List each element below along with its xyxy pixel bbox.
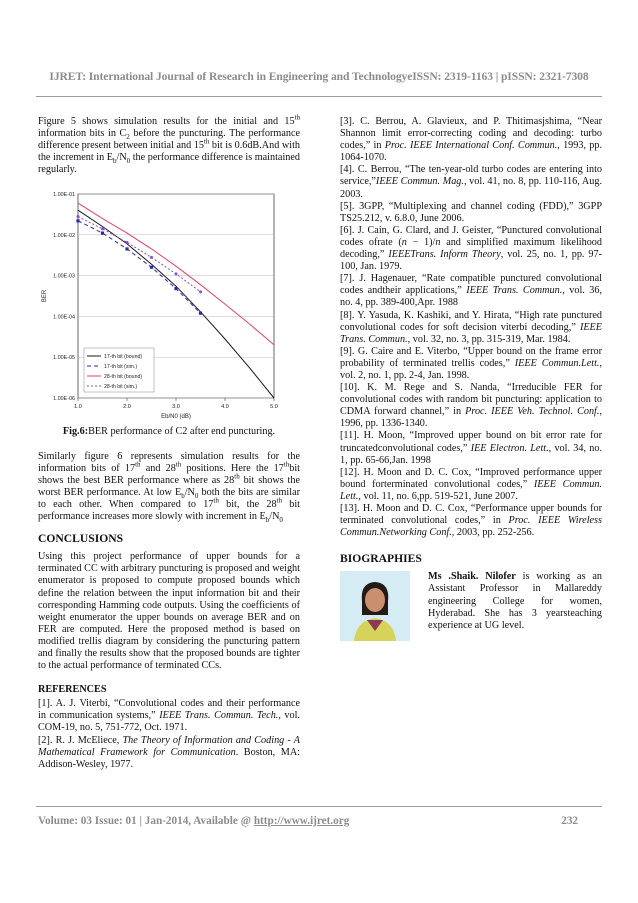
footer-text: Volume: 03 Issue: 01 | Jan-2014, Available @	[38, 815, 254, 827]
y-axis-label: BER	[42, 290, 48, 303]
y-tick-label: 1.00E-02	[53, 233, 75, 240]
footer	[38, 815, 600, 827]
x-tick-label: 1.0	[74, 404, 82, 411]
biographies-heading: BIOGRAPHIES	[340, 552, 422, 566]
legend-entry: 17-th bit (sim.)	[104, 364, 138, 371]
data-point	[77, 216, 80, 219]
x-tick-label: 3.0	[172, 404, 180, 411]
data-point	[199, 312, 202, 315]
author-photo	[340, 571, 410, 641]
reference-11: [11]. H. Moon, “Improved upper bound on bit error rate for truncatedconvolutional codes,” IEE Electron. Lett., vol. 34, no. 1, pp. 65-66,Jan. 1998	[340, 430, 602, 466]
y-tick-label: 1.00E-05	[53, 355, 75, 362]
reference-6: [6]. J. Cain, G. Clard, and J. Geister, “Punctured convolutional codes ofrate (n − 1)/n and simplified maximum likelihood decoding,” IEEETrans. Inform Theory, vol. 25, no. 1, pp. 97-100, Jan. 1979.	[340, 224, 602, 273]
figure-caption: Fig.6:BER performance of C2 after end puncturing.	[62, 426, 276, 438]
reference-1: [1]. A. J. Viterbi, “Convolutional codes and their performance in communication systems,” IEEE Trans. Commun. Tech., vol. COM-19, no. 5, 751-772, Oct. 1971.	[38, 698, 300, 734]
reference-13: [13]. H. Moon and D. C. Cox, “Performance upper bounds for terminated convolutional codes,” in Proc. IEEE Wireless Commun.Networking Conf., 2003, pp. 252-256.	[340, 503, 602, 539]
reference-8: [8]. Y. Yasuda, K. Kashiki, and Y. Hirata, “High rate punctured convolutional codes for soft decision viterbi decoding,” IEEE Trans. Commun., vol. 32, no. 3, pp. 315-319, Mar. 1984.	[340, 309, 602, 345]
y-tick-label: 1.00E-04	[53, 314, 75, 321]
reference-2: [2]. R. J. McEliece, The Theory of Information and Coding - A Mathematical Framework for Communication. Boston, MA: Addison-Wesley, 1977.	[38, 734, 301, 770]
reference-10: [10]. K. M. Rege and S. Nanda, “Irreducible FER for convolutional codes with random bit puncturing: application to CDMA forward channel,” in Proc. IEEE Veh. Technol. Conf., 1996, pp. 1336-1340.	[340, 382, 602, 430]
data-point	[174, 287, 177, 290]
left-column	[38, 113, 301, 771]
reference-12: [12]. H. Moon and D. C. Cox, “Improved performance upper bound forterminated convolutional codes,” IEEE Commun. Lett., vol. 11, no. 6,pp. 519-521, June 2007.	[340, 466, 602, 502]
x-axis-label: Eb/N0 (dB)	[161, 414, 191, 421]
legend-entry: 28-th bit (bound)	[104, 374, 143, 381]
data-point	[126, 241, 129, 244]
data-point	[150, 256, 153, 259]
right-column	[340, 116, 602, 632]
data-point	[199, 291, 202, 294]
journal-link[interactable]: http://www.ijret.org	[253, 815, 350, 827]
biography-text: Ms .Shaik. Nilofer is working as an Assistant Professor in Mallareddy engineering College for women, Hyderabad. She has 3 yearsteaching experience at UG level.	[428, 571, 602, 631]
header-rule	[36, 96, 602, 97]
reference-9: [9]. G. Caire and E. Viterbo, “Upper bound on the frame error probability of terminated trellis codes,” IEEE Commun.Lett., vol. 2, no. 1, pp. 2-4, Jan. 1998.	[340, 345, 602, 381]
similarly-paragraph: Similarly figure 6 represents simulation results for the information bits of 17th and 28th positions. Here the 17thbit shows the best BER performance where as 28th bit shows the worst BER performance. At low $E_b/N_0$ both the bits are similar to each other. When compared to 17th bit, the 28th bit performance increases more slowly with increment in $E_b/N_0$	[38, 450, 301, 525]
ber-chart	[38, 184, 300, 420]
data-point	[125, 248, 128, 251]
conclusions-heading: CONCLUSIONS	[38, 532, 124, 546]
reference-5: [5]. 3GPP, “Multiplexing and channel coding (FDD),” 3GPP TS25.212, v. 6.8.0, June 2006.	[340, 200, 602, 224]
data-point	[101, 228, 104, 231]
page-number: 232	[561, 815, 578, 827]
legend-entry: 17-th bit (bound)	[104, 354, 143, 361]
x-tick-label: 4.0	[221, 404, 229, 411]
reference-4: [4]. C. Berrou, “The ten-year-old turbo codes are entering into service,”IEEE Commun. Mag., vol. 41, no. 8, pp. 110-116, Aug. 2003.	[340, 164, 603, 200]
reference-3: [3]. C. Berrou, A. Glavieux, and P. Thitimasjshima, “Near Shannon limit error-correcting coding and decoding: turbo codes,” in Proc. IEEE International Conf. Commun., 1993, pp. 1064-1070.	[340, 116, 602, 164]
reference-7: [7]. J. Hagenauer, “Rate compatible punctured convolutional codes andtheir applications,” IEEE Trans. Commun., vol. 36, no. 4, pp. 389-400,Apr. 1988	[340, 273, 602, 309]
x-tick-label: 2.0	[123, 404, 131, 411]
y-tick-label: 1.00E-06	[53, 396, 75, 403]
data-point	[76, 220, 79, 223]
footer-rule	[36, 806, 602, 807]
data-point	[150, 266, 153, 269]
data-point	[175, 273, 178, 276]
legend-entry: 28-th bit (sim.)	[104, 384, 138, 391]
y-tick-label: 1.00E-03	[53, 274, 75, 281]
biography	[340, 571, 602, 631]
conclusions-text: Using this project performance of upper bounds for a terminated CC with arbitrary puncturing is proposed and weight enumerator is proposed to compute proposed bounds which define the relation between the input information bit and their corresponding Hamming code outputs. Using the coefficients of weight enumerator the upper bounds on average BER and on FER are computed. Here the proposed method is based on modified trellis diagram by considering the puncturing pattern and finally the results show that the proposed bounds are tighter to the actual performance of terminated CCs.	[38, 551, 300, 672]
intro-paragraph: Figure 5 shows simulation results for the initial and 15th information bits in $C_2$ before the puncturing. The performance difference present between initial and 15th bit is 0.6dB.And with the increment in $E_b/N_0$ the performance difference is maintained regularly.	[38, 113, 300, 176]
references-heading: REFERENCES	[38, 684, 107, 696]
data-point	[101, 232, 104, 235]
y-tick-label: 1.00E-01	[53, 192, 75, 199]
journal-header: IJRET: International Journal of Research in Engineering and TechnologyeISSN: 2319-1163 | pISSN: 2321-7308	[49, 70, 589, 83]
x-tick-label: 5.0	[270, 404, 278, 411]
